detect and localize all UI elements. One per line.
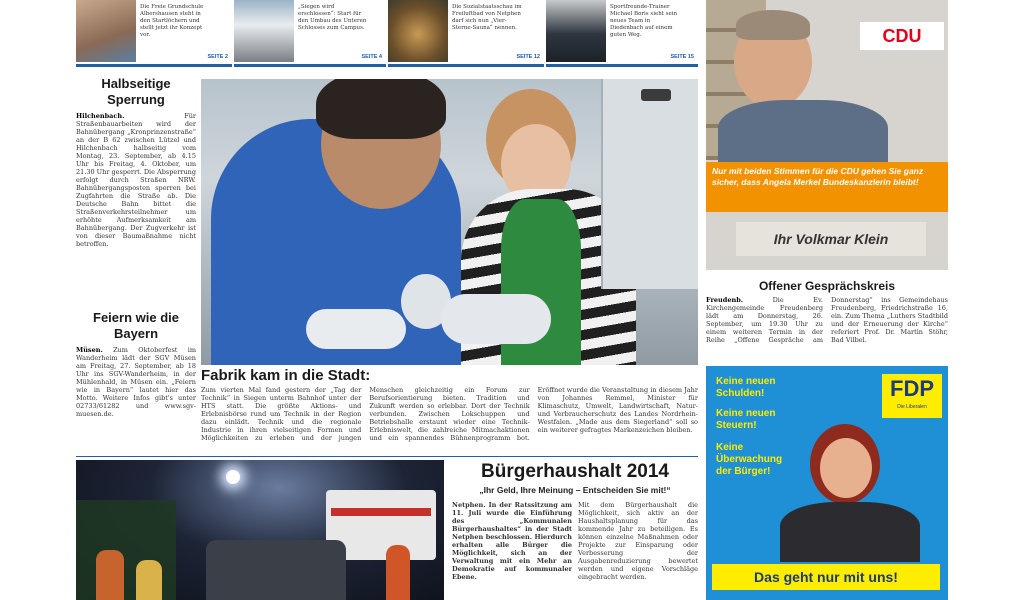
cdu-logo	[860, 22, 944, 50]
section-divider	[76, 456, 698, 457]
teaser-page-3: SEITE 12	[516, 54, 540, 60]
teaser-2[interactable]	[234, 0, 386, 67]
buergerhaushalt-subhead: „Ihr Geld, Ihre Meinung – Entscheiden Sie mit!“	[479, 485, 671, 495]
buergerhaushalt-col1-text: In der Ratssitzung am 11. Juli wurde die Einführung des „Kommunalen Bürgerhaushaltes“ in der Stadt Netphen beschlossen. Hierdurch erhalten alle Bürger die Möglichkeit, sich an der Verwaltung mit ein Mehr an Demokratie auf kommunaler Ebene.	[452, 501, 572, 581]
buergerhaushalt-col1	[452, 501, 572, 600]
fabrik-headline: Fabrik kam in die Stadt:	[201, 367, 371, 384]
gespraech-dateline: Freudenb.	[706, 296, 744, 304]
fabrik-body: Zum vierten Mal fand gestern der „Tag der Technik“ in Siegen unterm Bahnhof unter der HTS statt. Die größte Aktions- und Erlebnisbörse rund um Technik in der Region dazu einlädt. Technik und die regionale Industrie in ihren vielseitigen Formen und Möglichkeiten zu erleben und der jungen Menschen gleichzeitig ein Forum zur Berufsorientierung bieten. Tradition und Zukunft werden so erlebbar. Dort der Technik verbunden. Zwischen Lokschuppen und Betriebshalle erstaunt wieder eine Technik-Erlebniswelt, die zahlreiche Mitmachaktionen und ein spannendes Bühnenprogramm bot. Eröffnet wurde die Veranstaltung in diesem Jahr von Johannes Remmel, Minister für Klimaschutz, Umwelt, Landwirtschaft, Natur- und Verbraucherschutz des Landes Nordrhein-Westfalen. „Made aus dem Siegerland“ soll so ein weiterer gefragtes Markenzeichen bleiben.	[201, 386, 698, 442]
cdu-candidate-name: Ihr Volkmar Klein	[736, 222, 926, 256]
buergerhaushalt-col2: Mit dem Bürgerhaushalt die Möglichkeit, sich aktiv an der Haushaltsplanung für das kommende Jahr zu beteiligen. Es können einzelne Maßnahmen oder Projekte zur Einsparung oder Verbesserung der Ausgabenreduzierung bewertet werden und eigene Vorschläge eingebracht werden.	[578, 501, 698, 581]
fdp-logo-sub: Die Liberalen	[897, 404, 927, 410]
teaser-page-2: SEITE 4	[361, 54, 382, 60]
teaser-text-1: Die Freie Grundschule Albershausen steht in den Startlöchern und stellt jetzt ihr Konzept vor.	[140, 4, 204, 38]
fdp-advertisement[interactable]	[706, 366, 948, 600]
fdp-point-1: Keine neuen Schulden!	[716, 376, 776, 399]
gespraech-body	[706, 296, 948, 356]
cdu-slogan	[706, 162, 948, 212]
bayern-text: Zum Oktoberfest im Wanderheim lädt der SGV Müsen am Freitag, 27. September, ab 18 Uhr ins SGV-Wanderheim, in der Mühlenhald, in Müsen ein. „Feiern wie in Bayern“ lautet hier das Motto. Weitere Infos gibt's unter 02733/61282 und www.sgv-muesen.de.	[76, 346, 196, 418]
fdp-logo-text: FDP	[890, 376, 934, 401]
teaser-photo-4	[546, 0, 606, 62]
fdp-tagline: Das geht nur mit uns!	[712, 564, 940, 590]
teaser-3[interactable]	[388, 0, 544, 67]
buergerhaushalt-headline: Bürgerhaushalt 2014	[481, 461, 669, 482]
buergerhaushalt-dateline: Netphen.	[452, 501, 486, 509]
teaser-text-2: „Siegen wird erschlossen“: Start für den Umbau des Unteren Schlosses zum Campus.	[298, 4, 367, 31]
teaser-1[interactable]	[76, 0, 232, 67]
sperrung-text: Für Straßenbauarbeiten wird der Bahnübergang „Kronprinzenstraße“ an der B 62 zwischen Lützel und Hilchenbach halbseitig vom Montag, 23. September, ab 4.15 Uhr bis Freitag, 4. Oktober, um 21.30 Uhr gesperrt. Die Absperrung erfolgt durch Straßen NRW. Bahnübergangsposten sperren bei Zugfahrten die Straße ab. Die Deutsche Bahn bittet die Straßenverkehrsteilnehmer um erhöhte Aufmerksamkeit am Bahnübergang. Der Zugverkehr ist von dieser Baumaßnahme nicht betroffen.	[76, 112, 196, 248]
sperrung-body	[76, 112, 196, 302]
teaser-photo-2	[234, 0, 294, 62]
sperrung-headline: Halbseitige Sperrung	[101, 76, 171, 107]
bayern-headline: Feiern wie die Bayern	[93, 310, 179, 341]
cdu-logo-text: CDU	[882, 26, 922, 46]
teaser-text-3: Die Sozialstaatsschau im Freiluftbad von Netphen darf sich nun „Vier-Sterne-Sauna“ nennen.	[452, 4, 522, 31]
teaser-photo-1	[76, 0, 136, 62]
bayern-dateline: Müsen.	[76, 346, 103, 354]
teaser-page-4: SEITE 15	[670, 54, 694, 60]
fdp-point-3: Keine Überwachung der Bürger!	[716, 442, 783, 477]
sperrung-dateline: Hilchenbach.	[76, 112, 125, 120]
main-photo-tag-der-technik	[201, 79, 698, 365]
teaser-text-4: Sportfreunde-Trainer Michael Boris sieht sein neues Team in Diedenbach auf einem guten Weg.	[610, 4, 678, 38]
cdu-advertisement[interactable]	[706, 0, 948, 270]
bayern-body	[76, 346, 196, 446]
fdp-point-2: Keine neuen Steuern!	[716, 408, 776, 431]
teaser-photo-3	[388, 0, 448, 62]
gespraech-headline: Offener Gesprächskreis	[758, 279, 896, 293]
rescue-exercise-photo	[76, 460, 444, 600]
gespraech-text: Die Ev. Kirchengemeinde Freudenberg lädt am Donnerstag, 26. September, um 19.30 Uhr zu einem weiteren Termin in der Reihe „Offene Gespräche am Donnerstag“ ins Gemeindehaus Freudenberg, Friedrichstraße 16, ein. Zum Thema „Luthers Stadtbild und der Erneuerung der Kirche“ referiert Prof. Dr. Martin Stöhr, Bad Vilbel.	[706, 296, 948, 344]
cdu-slogan-text: Nur mit beiden Stimmen für die CDU gehen Sie ganz sicher, dass Angela Merkel Bundeskanzlerin bleibt!	[712, 166, 924, 187]
teaser-4[interactable]	[546, 0, 698, 67]
teaser-page-1: SEITE 2	[207, 54, 228, 60]
fdp-logo	[882, 374, 942, 418]
